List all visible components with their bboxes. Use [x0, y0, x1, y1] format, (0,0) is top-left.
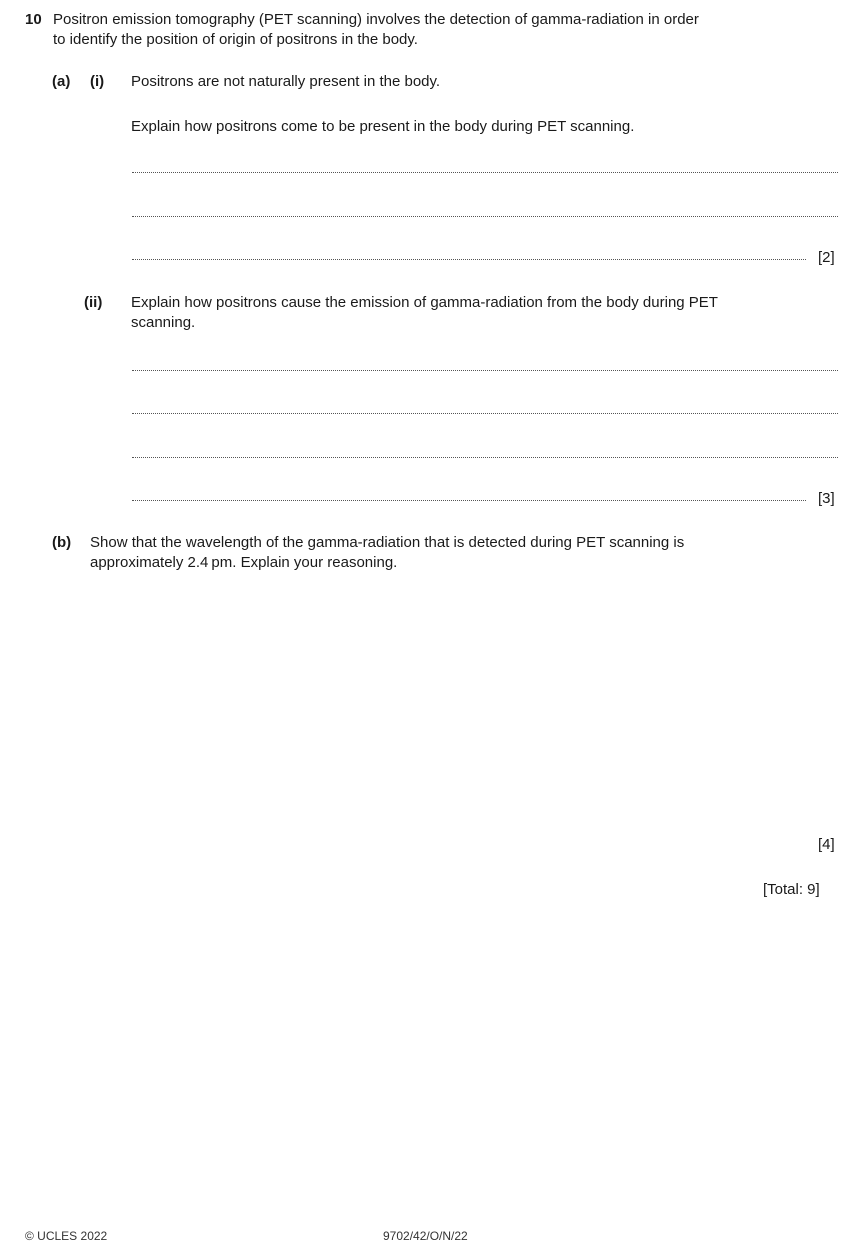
marks-a-i: [2] — [818, 249, 835, 266]
part-a-ii-prompt-line-1: Explain how positrons cause the emission of gamma-radiation from the body during PET — [131, 294, 718, 311]
part-a-ii-label: (ii) — [84, 294, 103, 311]
answer-line-a-ii-4[interactable] — [132, 500, 806, 501]
part-a-i-statement: Positrons are not naturally present in the body. — [131, 73, 441, 90]
part-a-label: (a) — [52, 73, 71, 90]
answer-line-a-ii-2[interactable] — [132, 413, 838, 414]
answer-line-a-i-2[interactable] — [132, 216, 838, 217]
part-b-prompt-line-1: Show that the wavelength of the gamma-radiation that is detected during PET scanning is — [90, 534, 685, 551]
part-a-i-label: (i) — [90, 73, 105, 90]
marks-a-ii: [3] — [818, 490, 835, 507]
part-b-prompt-line-2: approximately 2.4 pm. Explain your reasoning. — [90, 554, 398, 571]
question-intro-line-2: to identify the position of origin of positrons in the body. — [53, 31, 418, 48]
part-a-ii-prompt-line-2: scanning. — [131, 314, 196, 331]
footer-copyright: © UCLES 2022 — [25, 1229, 108, 1243]
answer-line-a-ii-3[interactable] — [132, 457, 838, 458]
part-a-i-prompt: Explain how positrons come to be present in the body during PET scanning. — [131, 118, 635, 135]
answer-line-a-i-1[interactable] — [132, 172, 838, 173]
marks-b: [4] — [818, 836, 835, 853]
total-marks: [Total: 9] — [763, 881, 820, 898]
answer-line-a-i-3[interactable] — [132, 259, 806, 260]
part-b-label: (b) — [52, 534, 72, 551]
answer-line-a-ii-1[interactable] — [132, 370, 838, 371]
question-intro-line-1: Positron emission tomography (PET scanning) involves the detection of gamma-radiation in order — [53, 11, 699, 28]
part-b-working-space[interactable] — [90, 590, 830, 820]
footer-paper-code: 9702/42/O/N/22 — [383, 1229, 468, 1243]
question-number: 10 — [25, 11, 42, 28]
